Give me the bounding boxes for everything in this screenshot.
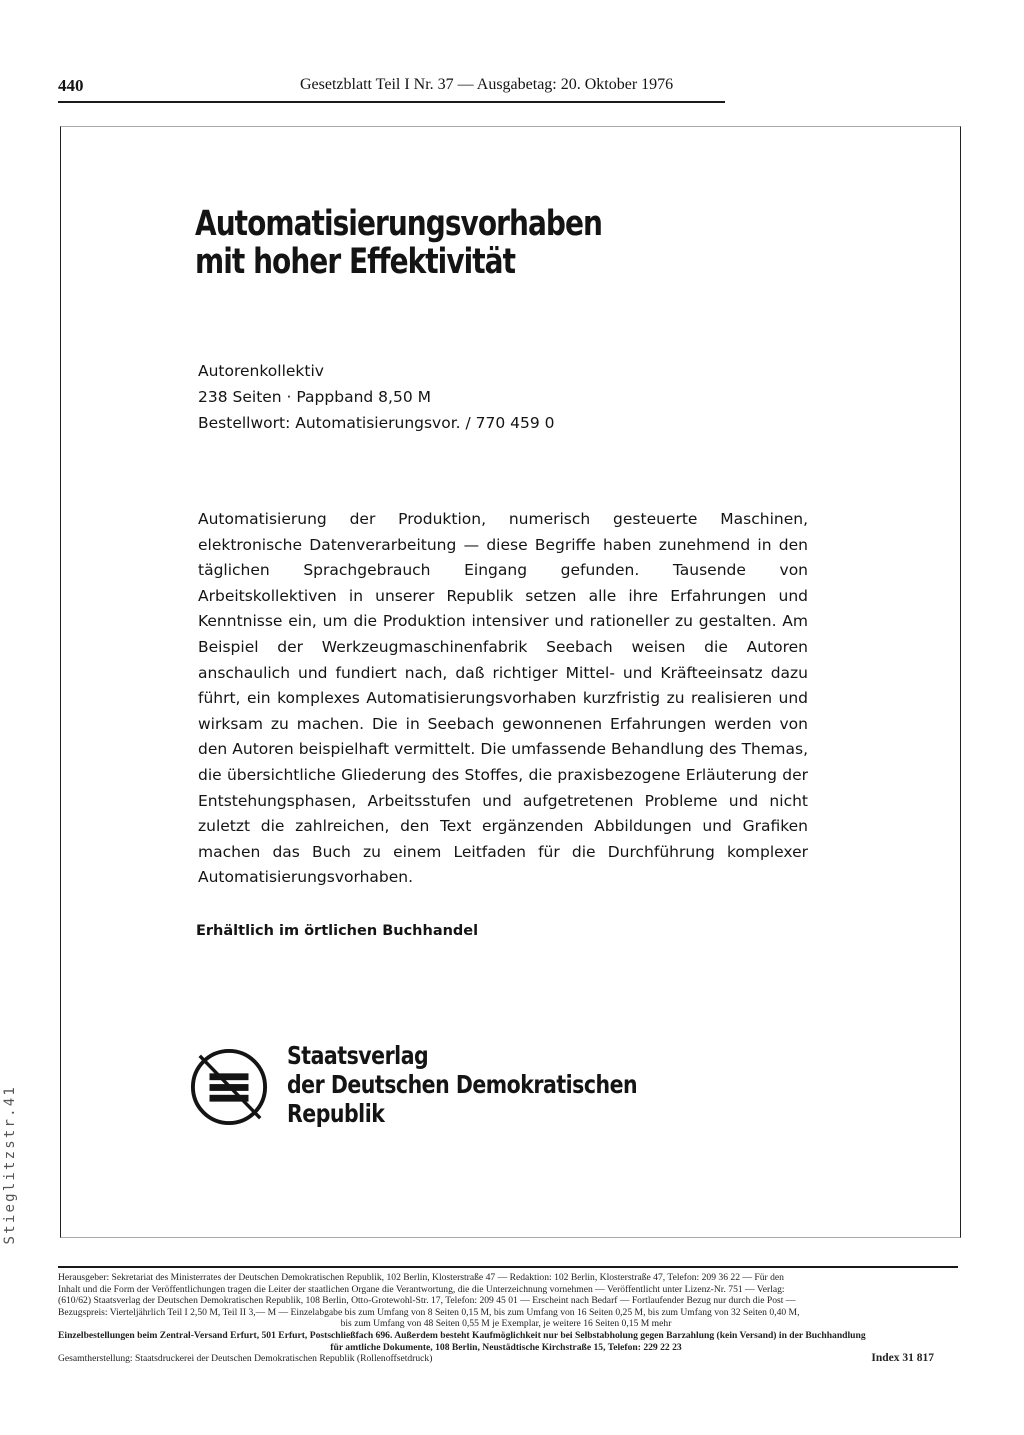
imprint-footer xyxy=(58,1272,954,1365)
imprint-line: (610/62) Staatsverlag der Deutschen Demokratischen Republik, 108 Berlin, Otto-Grotewohl-Str. 17, Telefon: 209 45 01 — Erscheint nach Bedarf — Fortlaufender Bezug nur durch die Post — xyxy=(58,1295,796,1307)
imprint-line: Inhalt und die Form der Veröffentlichungen tragen die Leiter der staatlichen Organe die Verantwortung, die die Unterzeichnung vornehmen — Veröffentlicht unter Lizenz-Nr. 751 — Verlag: xyxy=(58,1283,785,1295)
availability-note: Erhältlich im örtlichen Buchhandel xyxy=(196,923,479,939)
book-title-line-1: Automatisierungsvorhaben xyxy=(195,204,602,244)
imprint-order-line: Einzelbestellungen beim Zentral-Versand Erfurt, 501 Erfurt, Postschließfach 696. Außerdem besteht Kaufmöglichkeit nur bei Selbstabholung gegen Barzahlung (kein Versand) in der Buchhandlung xyxy=(58,1329,866,1341)
publisher-line-3: Republik xyxy=(287,1099,385,1128)
publisher-line-1: Staatsverlag xyxy=(287,1041,429,1070)
index-number: Index 31 817 xyxy=(871,1353,934,1365)
printer-note: Gesamtherstellung: Staatsdruckerei der Deutschen Demokratischen Republik (Rollenoffsetdruck) xyxy=(58,1353,433,1365)
header-rule xyxy=(58,101,725,103)
footer-rule xyxy=(58,1266,958,1268)
book-title xyxy=(195,205,643,281)
margin-stamp: Stieglitzstr.41 xyxy=(2,1085,18,1245)
book-pages-price: 238 Seiten · Pappband 8,50 M xyxy=(198,388,431,406)
book-order-word: Bestellwort: Automatisierungsvor. / 770 459 0 xyxy=(198,414,555,432)
publisher-line-2: der Deutschen Demokratischen xyxy=(287,1070,638,1099)
book-title-line-2: mit hoher Effektivität xyxy=(195,242,516,282)
book-details xyxy=(198,358,555,436)
publisher-name xyxy=(287,1041,637,1128)
imprint-line: Herausgeber: Sekretariat des Ministerrates der Deutschen Demokratischen Republik, 102 Berlin, Klosterstraße 47 — Redaktion: 102 Berlin, Klosterstraße 47, Telefon: 209 36 22 — Für den xyxy=(58,1272,784,1283)
book-author: Autorenkollektiv xyxy=(198,362,324,380)
imprint-last-line xyxy=(58,1353,954,1365)
gazette-header-title: Gesetzblatt Teil I Nr. 37 — Ausgabetag: 20. Oktober 1976 xyxy=(300,76,674,93)
page-number: 440 xyxy=(58,76,84,95)
imprint-line: Bezugspreis: Vierteljährlich Teil I 2,50 M, Teil II 3,— M — Einzelabgabe bis zum Umfang von 8 Seiten 0,15 M, bis zum Umfang von 16 Seiten 0,25 M, bis zum Umfang von 32 Seiten 0,40 M, xyxy=(58,1306,800,1318)
imprint-order-line: für amtliche Dokumente, 108 Berlin, Neustädtische Kirchstraße 15, Telefon: 229 22 23 xyxy=(330,1341,682,1353)
imprint-line: bis zum Umfang von 48 Seiten 0,55 M je Exemplar, je weitere 16 Seiten 0,15 M mehr xyxy=(340,1318,672,1330)
book-description: Automatisierung der Produktion, numerisch gesteuerte Maschinen, elektronische Datenverarbeitung — diese Begriffe haben zunehmend in den täglichen Sprachgebrauch Eingang gefunden. Tausende von Arbeitskollektiven in unserer Republik setzen alle ihre Erfahrungen und Kenntnisse ein, um die Produktion intensiver und rationeller zu gestalten. Am Beispiel der Werkzeugmaschinenfabrik Seebach weisen die Autoren anschaulich und fundiert nach, daß richtiger Mittel- und Kräfteeinsatz dazu führt, ein komplexes Automatisierungsvorhaben kurzfristig zu realisieren und wirksam zu machen. Die in Seebach gewonnenen Erfahrungen werden von den Autoren beispielhaft vermittelt. Die umfassende Behandlung des Themas, die übersichtliche Gliederung des Stoffes, die praxisbezogene Erläuterung der Entstehungsphasen, Arbeitsstufen und aufgetretenen Probleme und nicht zuletzt die zahlreichen, den Text ergänzenden Abbildungen und Grafiken machen das Buch zu einem Leitfaden für die Durchführung komplexer Automatisierungsvorhaben. xyxy=(198,510,808,887)
page-header xyxy=(58,76,758,102)
publisher-logo-icon xyxy=(190,1048,268,1126)
